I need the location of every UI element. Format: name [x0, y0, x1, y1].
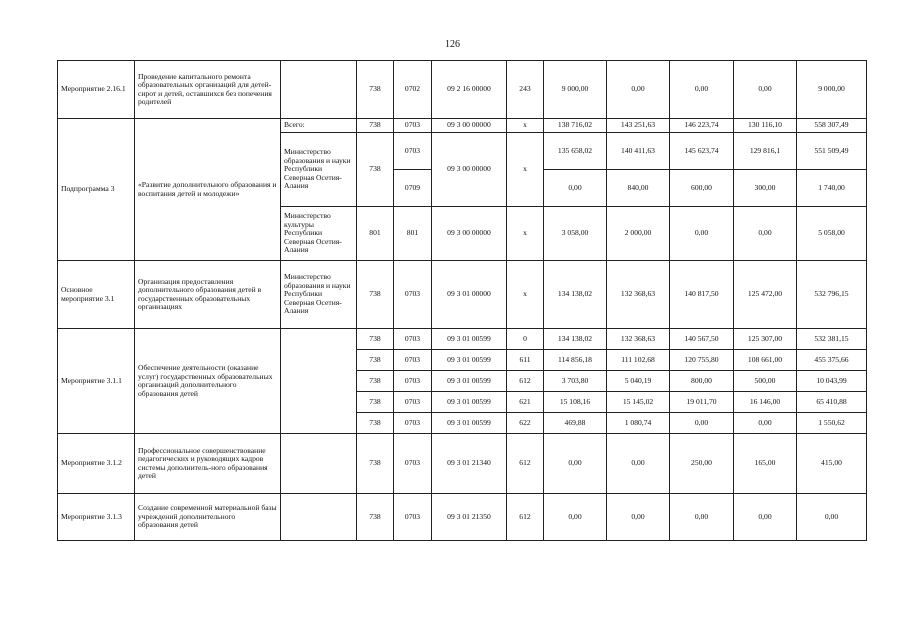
- value-cell: 114 856,18: [544, 350, 607, 371]
- grbs-cell: 738: [357, 350, 394, 371]
- total-cell: 1 550,62: [797, 413, 867, 434]
- csr-cell: 09 3 01 21350: [432, 494, 507, 541]
- table-row: [58, 119, 867, 133]
- csr-cell: 09 3 01 00599: [432, 329, 507, 350]
- value-cell: 300,00: [734, 170, 797, 207]
- row-label: Мероприятие 3.1.2: [58, 434, 135, 494]
- value-cell: 0,00: [670, 413, 734, 434]
- vr-cell: 0: [507, 329, 544, 350]
- value-cell: 140 567,50: [670, 329, 734, 350]
- executor-cell: Министерство образования и науки Республики Северная Осетия-Алания: [281, 261, 357, 329]
- row-label: Подпрограмма 3: [58, 119, 135, 261]
- executor-cell: [281, 434, 357, 494]
- rzpr-cell: 0703: [394, 371, 432, 392]
- total-cell: 455 375,66: [797, 350, 867, 371]
- rzpr-cell: 0703: [394, 261, 432, 329]
- value-cell: 145 623,74: [670, 133, 734, 170]
- table-row: [58, 434, 867, 494]
- row-description: Организация предоставления дополнительного образования детей в государственных образовательных организациях: [135, 261, 281, 329]
- vr-cell: 611: [507, 350, 544, 371]
- csr-cell: 09 3 01 00599: [432, 350, 507, 371]
- csr-cell: 09 3 01 00599: [432, 413, 507, 434]
- rzpr-cell: 801: [394, 207, 432, 261]
- rzpr-cell: 0703: [394, 350, 432, 371]
- value-cell: 134 138,02: [544, 261, 607, 329]
- value-cell: 0,00: [734, 61, 797, 119]
- executor-cell: [281, 61, 357, 119]
- value-cell: 0,00: [670, 207, 734, 261]
- value-cell: 125 307,00: [734, 329, 797, 350]
- rzpr-cell: 0702: [394, 61, 432, 119]
- value-cell: 0,00: [544, 494, 607, 541]
- value-cell: 250,00: [670, 434, 734, 494]
- value-cell: 2 000,00: [607, 207, 670, 261]
- rzpr-cell: 0703: [394, 133, 432, 170]
- grbs-cell: 801: [357, 207, 394, 261]
- csr-cell: 09 3 01 21340: [432, 434, 507, 494]
- value-cell: 165,00: [734, 434, 797, 494]
- value-cell: 0,00: [734, 207, 797, 261]
- row-description: Профессиональное совершенствование педагогических и руководящих кадров системы дополнитель-ного образования детей: [135, 434, 281, 494]
- value-cell: 140 817,50: [670, 261, 734, 329]
- total-cell: 9 000,00: [797, 61, 867, 119]
- csr-cell: 09 3 00 00000: [432, 133, 507, 207]
- value-cell: 143 251,63: [607, 119, 670, 133]
- vr-cell: х: [507, 261, 544, 329]
- value-cell: 138 716,02: [544, 119, 607, 133]
- value-cell: 3 058,00: [544, 207, 607, 261]
- rzpr-cell: 0703: [394, 413, 432, 434]
- value-cell: 469,88: [544, 413, 607, 434]
- value-cell: 0,00: [670, 61, 734, 119]
- value-cell: 0,00: [734, 494, 797, 541]
- grbs-cell: 738: [357, 61, 394, 119]
- vr-cell: 612: [507, 434, 544, 494]
- rzpr-cell: 0703: [394, 329, 432, 350]
- table-row: [58, 261, 867, 329]
- table-row: [58, 61, 867, 119]
- value-cell: 125 472,00: [734, 261, 797, 329]
- budget-table: [57, 60, 867, 541]
- grbs-cell: 738: [357, 329, 394, 350]
- value-cell: 0,00: [734, 413, 797, 434]
- table-row: [58, 494, 867, 541]
- rzpr-cell: 0703: [394, 392, 432, 413]
- value-cell: 108 661,00: [734, 350, 797, 371]
- row-description: Создание современной материальной базы учреждений дополнительного образования детей: [135, 494, 281, 541]
- value-cell: 600,00: [670, 170, 734, 207]
- grbs-cell: 738: [357, 261, 394, 329]
- csr-cell: 09 3 00 00000: [432, 119, 507, 133]
- executor-cell: Министерство культуры Республики Северная Осетия-Алания: [281, 207, 357, 261]
- value-cell: 800,00: [670, 371, 734, 392]
- vr-cell: х: [507, 207, 544, 261]
- csr-cell: 09 3 01 00000: [432, 261, 507, 329]
- row-label: Мероприятие 3.1.1: [58, 329, 135, 434]
- total-cell: 415,00: [797, 434, 867, 494]
- row-label: Основное мероприятие 3.1: [58, 261, 135, 329]
- value-cell: 5 040,19: [607, 371, 670, 392]
- rzpr-cell: 0703: [394, 119, 432, 133]
- value-cell: 840,00: [607, 170, 670, 207]
- value-cell: 9 000,00: [544, 61, 607, 119]
- row-label: Мероприятие 3.1.3: [58, 494, 135, 541]
- total-cell: 10 043,99: [797, 371, 867, 392]
- rzpr-cell: 0709: [394, 170, 432, 207]
- value-cell: 0,00: [607, 61, 670, 119]
- total-cell: 558 307,49: [797, 119, 867, 133]
- value-cell: 0,00: [544, 434, 607, 494]
- csr-cell: 09 3 01 00599: [432, 392, 507, 413]
- total-cell: 65 410,88: [797, 392, 867, 413]
- page-number: 126: [445, 39, 460, 50]
- total-cell: 532 381,15: [797, 329, 867, 350]
- grbs-cell: 738: [357, 413, 394, 434]
- vr-cell: 612: [507, 371, 544, 392]
- value-cell: 0,00: [670, 494, 734, 541]
- rzpr-cell: 0703: [394, 434, 432, 494]
- csr-cell: 09 2 16 00000: [432, 61, 507, 119]
- grbs-cell: 738: [357, 434, 394, 494]
- grbs-cell: 738: [357, 494, 394, 541]
- value-cell: 129 816,1: [734, 133, 797, 170]
- value-cell: 500,00: [734, 371, 797, 392]
- grbs-cell: 738: [357, 392, 394, 413]
- vr-cell: 622: [507, 413, 544, 434]
- rzpr-cell: 0703: [394, 494, 432, 541]
- row-description: Обеспечение деятельности (оказание услуг) государственных образовательных организаций дополнительного образования детей: [135, 329, 281, 434]
- value-cell: 140 411,63: [607, 133, 670, 170]
- value-cell: 134 138,02: [544, 329, 607, 350]
- value-cell: 130 116,10: [734, 119, 797, 133]
- value-cell: 111 102,68: [607, 350, 670, 371]
- executor-cell: Министерство образования и науки Республики Северная Осетия-Алания: [281, 133, 357, 207]
- value-cell: 0,00: [607, 434, 670, 494]
- value-cell: 0,00: [607, 494, 670, 541]
- executor-cell: [281, 329, 357, 434]
- value-cell: 132 368,63: [607, 261, 670, 329]
- value-cell: 3 703,80: [544, 371, 607, 392]
- csr-cell: 09 3 01 00599: [432, 371, 507, 392]
- grbs-cell: 738: [357, 119, 394, 133]
- vr-cell: 243: [507, 61, 544, 119]
- total-cell: 5 058,00: [797, 207, 867, 261]
- grbs-cell: 738: [357, 133, 394, 207]
- total-cell: 532 796,15: [797, 261, 867, 329]
- value-cell: 1 080,74: [607, 413, 670, 434]
- total-cell: 551 509,49: [797, 133, 867, 170]
- value-cell: 19 011,70: [670, 392, 734, 413]
- total-cell: 1 740,00: [797, 170, 867, 207]
- executor-cell: Всего:: [281, 119, 357, 133]
- csr-cell: 09 3 00 00000: [432, 207, 507, 261]
- value-cell: 0,00: [544, 170, 607, 207]
- value-cell: 135 658,02: [544, 133, 607, 170]
- total-cell: 0,00: [797, 494, 867, 541]
- value-cell: 15 108,16: [544, 392, 607, 413]
- vr-cell: х: [507, 119, 544, 133]
- table-row: [58, 329, 867, 350]
- value-cell: 15 145,02: [607, 392, 670, 413]
- vr-cell: 612: [507, 494, 544, 541]
- vr-cell: 621: [507, 392, 544, 413]
- value-cell: 132 368,63: [607, 329, 670, 350]
- value-cell: 16 146,00: [734, 392, 797, 413]
- vr-cell: х: [507, 133, 544, 207]
- row-description: Проведение капитального ремонта образовательных организаций для детей-сирот и детей, оставшихся без попечения родителей: [135, 61, 281, 119]
- grbs-cell: 738: [357, 371, 394, 392]
- executor-cell: [281, 494, 357, 541]
- value-cell: 120 755,80: [670, 350, 734, 371]
- row-label: Мероприятие 2.16.1: [58, 61, 135, 119]
- value-cell: 146 223,74: [670, 119, 734, 133]
- row-description: «Развитие дополнительного образования и воспитания детей и молодежи»: [135, 119, 281, 261]
